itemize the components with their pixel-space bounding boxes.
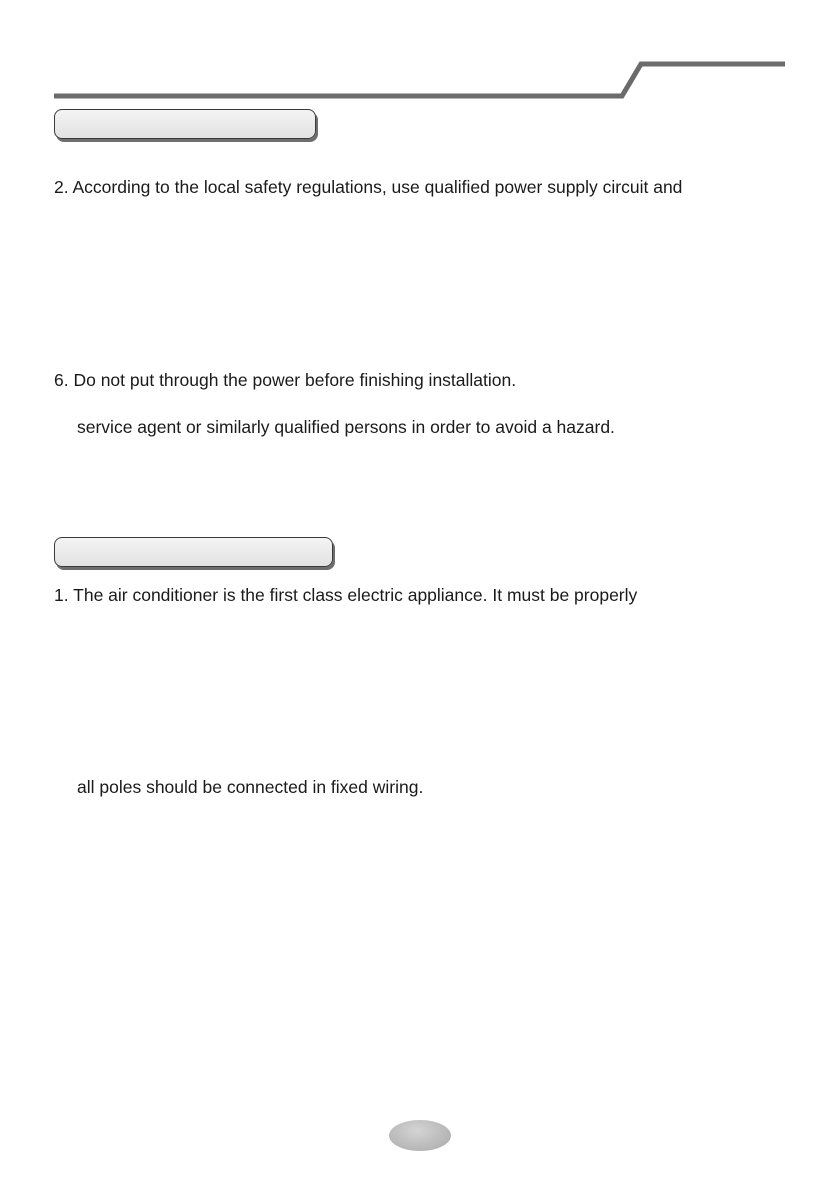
body-text-line: 1. The air conditioner is the first class electric appliance. It must be properly	[54, 585, 638, 605]
header-rule	[0, 0, 839, 110]
body-text-line: all poles should be connected in fixed wiring.	[77, 777, 424, 797]
body-text-line: service agent or similarly qualified persons in order to avoid a hazard.	[77, 417, 615, 437]
section-tab	[54, 109, 316, 139]
page-number-oval	[389, 1120, 451, 1151]
section-tab	[54, 537, 333, 567]
body-text-line: 6. Do not put through the power before finishing installation.	[54, 370, 517, 390]
body-text-line: 2. According to the local safety regulations, use qualified power supply circuit and	[54, 177, 683, 197]
